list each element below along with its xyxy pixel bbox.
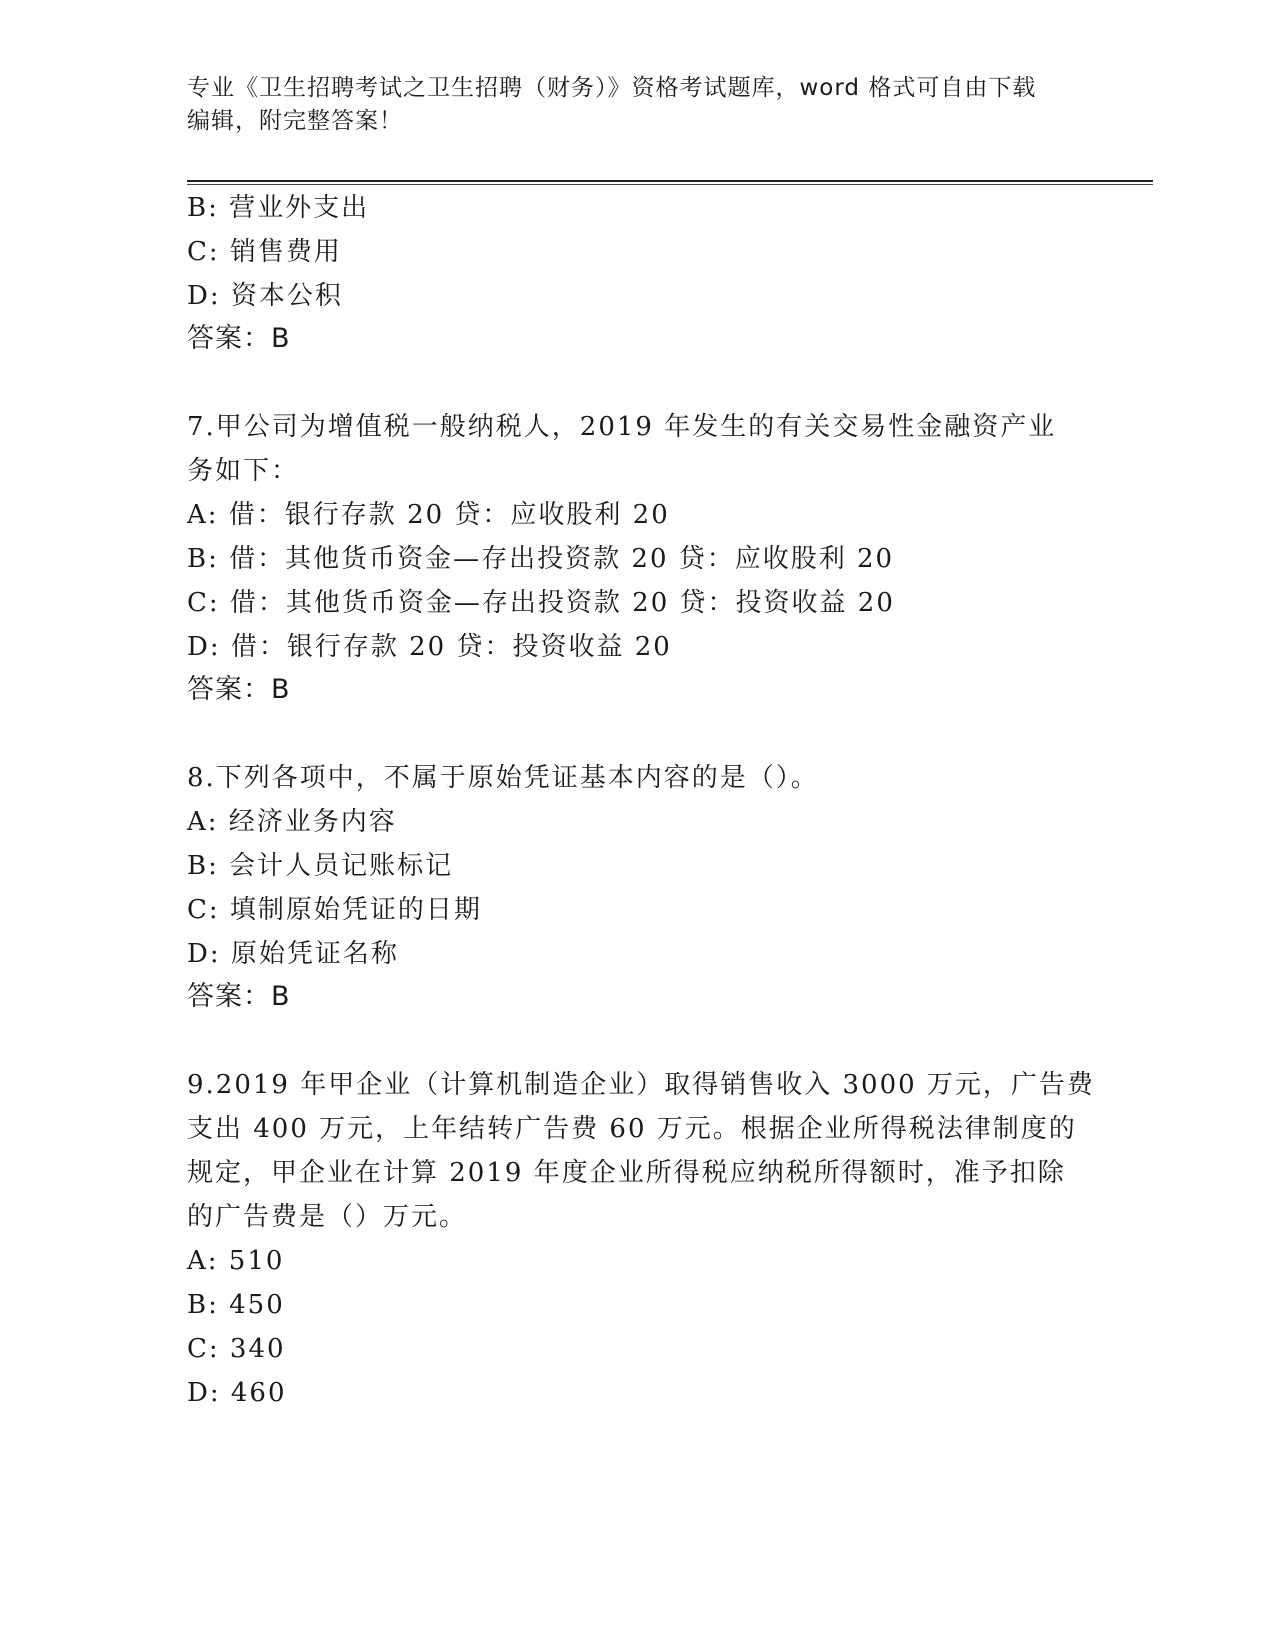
q8-option-a: A: 经济业务内容 bbox=[187, 807, 397, 837]
q7-stem-line-1: 7.甲公司为增值税一般纳税人，2019 年发生的有关交易性金融资产业 bbox=[187, 412, 1057, 442]
q8-option-c: C: 填制原始凭证的日期 bbox=[187, 895, 482, 925]
q7-option-a: A: 借：银行存款 20 贷：应收股利 20 bbox=[187, 500, 670, 530]
q8-option-b: B: 会计人员记账标记 bbox=[187, 851, 454, 881]
header-line-2: 编辑，附完整答案！ bbox=[187, 108, 403, 134]
header-rule-thick bbox=[187, 180, 1153, 182]
q9-stem-line-2: 支出 400 万元，上年结转广告费 60 万元。根据企业所得税法律制度的 bbox=[187, 1114, 1077, 1144]
q6-option-d: D: 资本公积 bbox=[187, 281, 343, 311]
q7-answer: 答案：B bbox=[187, 674, 291, 705]
q8-stem: 8.下列各项中，不属于原始凭证基本内容的是（）。 bbox=[187, 763, 819, 793]
page-header bbox=[187, 72, 1087, 138]
q7-option-d: D: 借：银行存款 20 贷：投资收益 20 bbox=[187, 632, 672, 662]
q6-answer: 答案：B bbox=[187, 323, 291, 354]
q9-stem-line-4: 的广告费是（）万元。 bbox=[187, 1202, 468, 1232]
q9-option-c: C: 340 bbox=[187, 1334, 286, 1364]
q6-option-c: C: 销售费用 bbox=[187, 237, 342, 267]
q8-option-d: D: 原始凭证名称 bbox=[187, 939, 399, 969]
q9-option-b: B: 450 bbox=[187, 1290, 285, 1320]
q6-option-b: B: 营业外支出 bbox=[187, 193, 370, 223]
q9-option-d: D: 460 bbox=[187, 1378, 287, 1408]
q9-option-a: A: 510 bbox=[187, 1246, 285, 1276]
header-line-1: 专业《卫生招聘考试之卫生招聘（财务）》资格考试题库，word 格式可自由下载 bbox=[187, 75, 1037, 101]
q9-stem-line-1: 9.2019 年甲企业（计算机制造企业）取得销售收入 3000 万元，广告费 bbox=[187, 1070, 1095, 1100]
q7-option-c: C: 借：其他货币资金—存出投资款 20 贷：投资收益 20 bbox=[187, 588, 895, 618]
header-rule-thin bbox=[187, 184, 1153, 185]
q8-answer: 答案：B bbox=[187, 981, 291, 1012]
q7-option-b: B: 借：其他货币资金—存出投资款 20 贷：应收股利 20 bbox=[187, 544, 895, 574]
q9-stem-line-3: 规定，甲企业在计算 2019 年度企业所得税应纳税所得额时，准予扣除 bbox=[187, 1158, 1066, 1188]
q7-stem-line-2: 务如下： bbox=[187, 456, 300, 486]
